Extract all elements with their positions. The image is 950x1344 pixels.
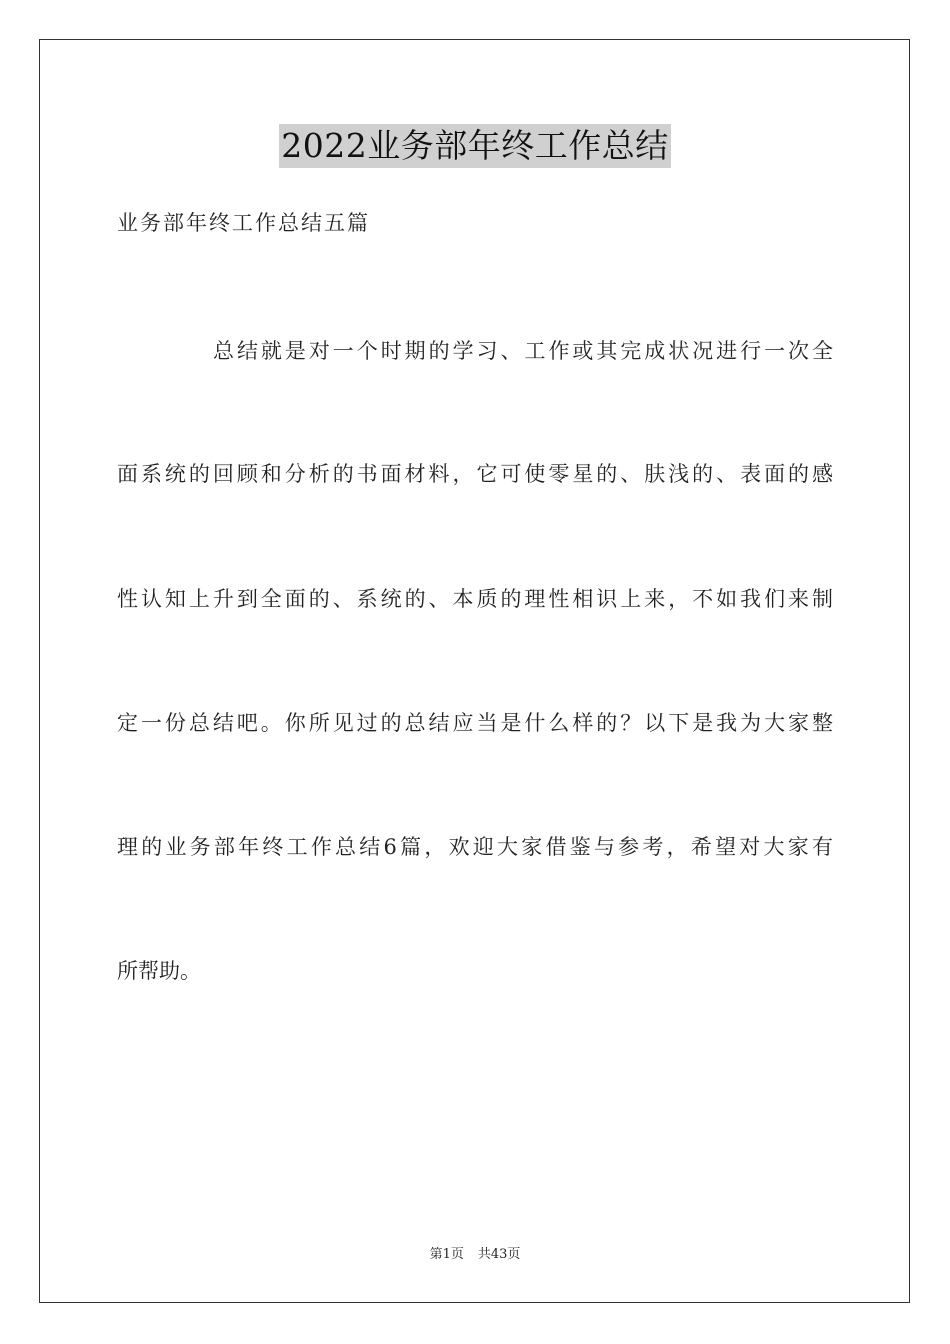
title-container	[0, 124, 950, 168]
paragraph-line: 定一份总结吧。你所见过的总结应当是什么样的？以下是我为大家整	[117, 711, 833, 735]
page-total: 共43页	[477, 1247, 521, 1262]
paragraph-line: 理的业务部年终工作总结6篇，欢迎大家借鉴与参考，希望对大家有	[117, 835, 833, 859]
paragraph-line: 性认知上升到全面的、系统的、本质的理性相识上来，不如我们来制	[117, 587, 833, 611]
paragraph-line: 所帮助。	[117, 959, 201, 983]
page-number: 第1页	[429, 1247, 464, 1262]
paragraph-line: 面系统的回顾和分析的书面材料，它可使零星的、肤浅的、表面的感	[117, 462, 833, 486]
document-title: 2022业务部年终工作总结	[279, 124, 670, 168]
paragraph-line: 总结就是对一个时期的学习、工作或其完成状况进行一次全	[213, 339, 833, 363]
page-footer	[0, 1246, 950, 1264]
document-subtitle: 业务部年终工作总结五篇	[117, 211, 370, 235]
